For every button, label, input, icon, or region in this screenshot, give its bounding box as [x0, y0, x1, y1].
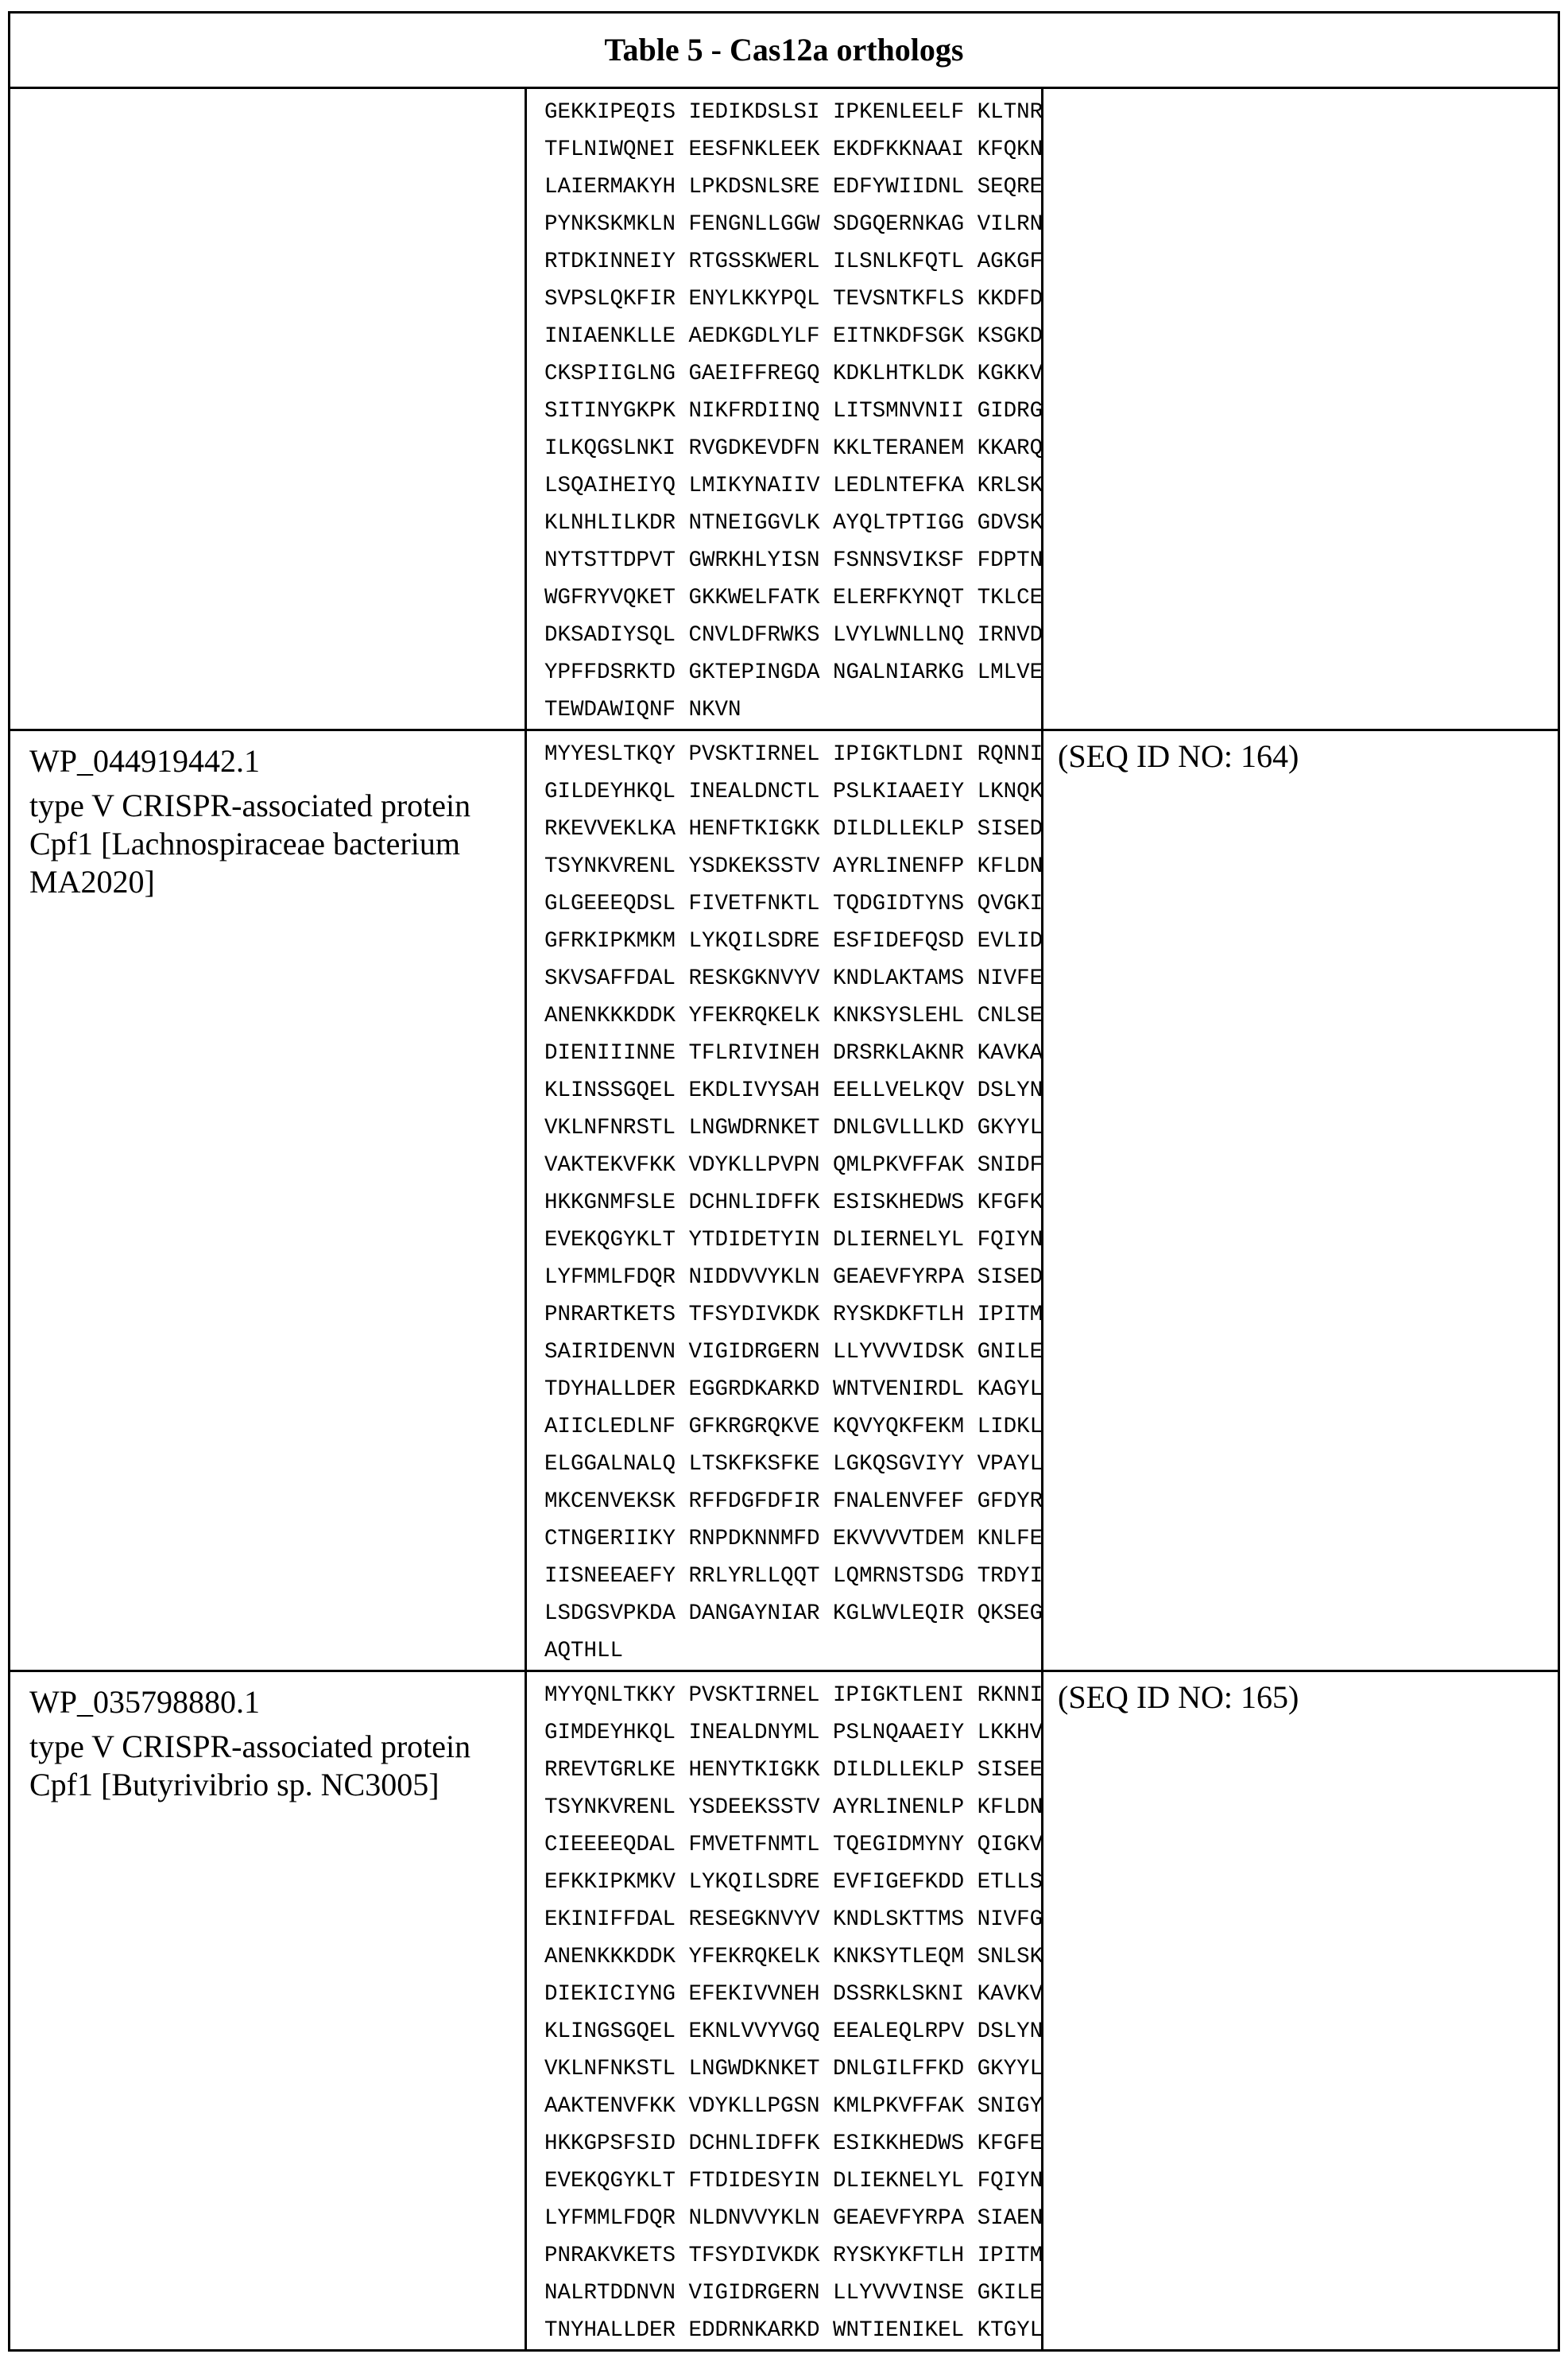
table-title-row [10, 13, 1559, 88]
sequence-line: SAIRIDENVN VIGIDRGERN LLYVVVIDSK GNILE [544, 1334, 1041, 1371]
sequence-line: CKSPIIGLNG GAEIFFREGQ KDKLHTKLDK KGKKV [544, 355, 1041, 393]
sequence-line: HKKGNMFSLE DCHNLIDFFK ESISKHEDWS KFGFK [544, 1184, 1041, 1222]
sequence-line: GEKKIPEQIS IEDIKDSLSI IPKENLEELF KLTNR [544, 94, 1041, 131]
sequence-line: GFRKIPKMKM LYKQILSDRE ESFIDEFQSD EVLID [544, 923, 1041, 960]
sequence-line: MKCENVEKSK RFFDGFDFIR FNALENVFEF GFDYR [544, 1483, 1041, 1520]
sequence-line: GIMDEYHKQL INEALDNYML PSLNQAAEIY LKKHV [544, 1714, 1041, 1752]
sequence-line: SKVSAFFDAL RESKGKNVYV KNDLAKTAMS NIVFE [544, 960, 1041, 997]
sequence-line: TSYNKVRENL YSDKEKSSTV AYRLINENFP KFLDN [544, 848, 1041, 885]
sequence-cell [526, 1671, 1043, 2351]
sequence-line: DKSADIYSQL CNVLDFRWKS LVYLWNLLNQ IRNVD [544, 617, 1041, 654]
sequence-line: PNRARTKETS TFSYDIVKDK RYSKDKFTLH IPITM [544, 1296, 1041, 1334]
sequence-line: ELGGALNALQ LTSKFKSFKE LGKQSGVIYY VPAYL [544, 1446, 1041, 1483]
sequence-line: ILKQGSLNKI RVGDKEVDFN KKLTERANEM KKARQ [544, 430, 1041, 467]
seq-id-cell [1043, 88, 1559, 730]
sequence-line: EKINIFFDAL RESEGKNVYV KNDLSKTTMS NIVFG [544, 1901, 1041, 1938]
sequence-line: EFKKIPKMKV LYKQILSDRE EVFIGEFKDD ETLLS [544, 1864, 1041, 1901]
sequence-line: YPFFDSRKTD GKTEPINGDA NGALNIARKG LMLVE [544, 654, 1041, 691]
sequence-line: GLGEEEQDSL FIVETFNKTL TQDGIDTYNS QVGKI [544, 885, 1041, 923]
sequence-line: LAIERMAKYH LPKDSNLSRE EDFYWIIDNL SEQRE [544, 168, 1041, 206]
sequence-line: AQTHLL [544, 1632, 1041, 1670]
sequence-line: ANENKKKDDK YFEKRQKELK KNKSYTLEQM SNLSK [544, 1938, 1041, 1976]
protein-description: type V CRISPR-associated protein Cpf1 [Lachnospiraceae bacterium MA2020] [29, 787, 517, 901]
sequence-line: PNRAKVKETS TFSYDIVKDK RYSKYKFTLH IPITM [544, 2237, 1041, 2275]
sequence-line: TEWDAWIQNF NKVN [544, 691, 1041, 729]
cas12a-orthologs-table [8, 11, 1560, 2352]
sequence-line: LYFMMLFDQR NLDNVVYKLN GEAEVFYRPA SIAEN [544, 2200, 1041, 2237]
table-row [10, 88, 1559, 730]
sequence-line: NALRTDDNVN VIGIDRGERN LLYVVVINSE GKILE [544, 2275, 1041, 2312]
sequence-line: VAKTEKVFKK VDYKLLPVPN QMLPKVFFAK SNIDF [544, 1147, 1041, 1184]
sequence-line: TDYHALLDER EGGRDKARKD WNTVENIRDL KAGYL [544, 1371, 1041, 1408]
sequence-line: VKLNFNKSTL LNGWDKNKET DNLGILFFKD GKYYL [544, 2050, 1041, 2088]
sequence-line: NYTSTTDPVT GWRKHLYISN FSNNSVIKSF FDPTN [544, 542, 1041, 579]
sequence-line: DIEKICIYNG EFEKIVVNEH DSSRKLSKNI KAVKV [544, 1976, 1041, 2013]
sequence-line: SITINYGKPK NIKFRDIINQ LITSMNVNII GIDRG [544, 393, 1041, 430]
ortholog-name-cell [10, 1671, 526, 2351]
sequence-line: TNYHALLDER EDDRNKARKD WNTIENIKEL KTGYL [544, 2312, 1041, 2349]
sequence-line: HKKGPSFSID DCHNLIDFFK ESIKKHEDWS KFGFE [544, 2125, 1041, 2162]
sequence-line: IISNEEAEFY RRLYRLLQQT LQMRNSTSDG TRDYI [544, 1558, 1041, 1595]
accession-number: WP_044919442.1 [29, 741, 517, 782]
sequence-line: LSQAIHEIYQ LMIKYNAIIV LEDLNTEFKA KRLSK [544, 467, 1041, 505]
sequence-line: RKEVVEKLKA HENFTKIGKK DILDLLEKLP SISED [544, 811, 1041, 848]
sequence-line: EVEKQGYKLT FTDIDESYIN DLIEKNELYL FQIYN [544, 2162, 1041, 2200]
accession-number: WP_035798880.1 [29, 1682, 517, 1723]
sequence-line: TFLNIWQNEI EESFNKLEEK EKDFKKNAAI KFQKN [544, 131, 1041, 168]
sequence-cell [526, 730, 1043, 1671]
sequence-line: CTNGERIIKY RNPDKNNMFD EKVVVVTDEM KNLFE [544, 1520, 1041, 1558]
sequence-line: KLNHLILKDR NTNEIGGVLK AYQLTPTIGG GDVSK [544, 505, 1041, 542]
table-row [10, 1671, 1559, 2351]
sequence-line: KLINSSGQEL EKDLIVYSAH EELLVELKQV DSLYN [544, 1072, 1041, 1109]
seq-id-cell: (SEQ ID NO: 164) [1043, 730, 1559, 1671]
protein-description: type V CRISPR-associated protein Cpf1 [Butyrivibrio sp. NC3005] [29, 1728, 517, 1804]
sequence-line: PYNKSKMKLN FENGNLLGGW SDGQERNKAG VILRN [544, 206, 1041, 243]
sequence-line: SVPSLQKFIR ENYLKKYPQL TEVSNTKFLS KKDFD [544, 281, 1041, 318]
sequence-cell [526, 88, 1043, 730]
table-title: Table 5 - Cas12a orthologs [10, 13, 1559, 88]
sequence-line: TSYNKVRENL YSDEEKSSTV AYRLINENLP KFLDN [544, 1789, 1041, 1826]
sequence-line: AAKTENVFKK VDYKLLPGSN KMLPKVFFAK SNIGY [544, 2088, 1041, 2125]
sequence-line: MYYQNLTKKY PVSKTIRNEL IPIGKTLENI RKNNI [544, 1677, 1041, 1714]
sequence-line: DIENIIINNE TFLRIVINEH DRSRKLAKNR KAVKA [544, 1035, 1041, 1072]
sequence-line: ANENKKKDDK YFEKRQKELK KNKSYSLEHL CNLSE [544, 997, 1041, 1035]
sequence-line: CIEEEEQDAL FMVETFNMTL TQEGIDMYNY QIGKV [544, 1826, 1041, 1864]
sequence-line: EVEKQGYKLT YTDIDETYIN DLIERNELYL FQIYN [544, 1222, 1041, 1259]
sequence-line: RREVTGRLKE HENYTKIGKK DILDLLEKLP SISEE [544, 1752, 1041, 1789]
sequence-line: GILDEYHKQL INEALDNCTL PSLKIAAEIY LKNQK [544, 773, 1041, 811]
sequence-line: LSDGSVPKDA DANGAYNIAR KGLWVLEQIR QKSEG [544, 1595, 1041, 1632]
sequence-line: RTDKINNEIY RTGSSKWERL ILSNLKFQTL AGKGF [544, 243, 1041, 281]
seq-id-cell: (SEQ ID NO: 165) [1043, 1671, 1559, 2351]
ortholog-name-cell [10, 730, 526, 1671]
sequence-line: INIAENKLLE AEDKGDLYLF EITNKDFSGK KSGKD [544, 318, 1041, 355]
sequence-line: WGFRYVQKET GKKWELFATK ELERFKYNQT TKLCE [544, 579, 1041, 617]
ortholog-name-cell [10, 88, 526, 730]
sequence-line: KLINGSGQEL EKNLVVYVGQ EEALEQLRPV DSLYN [544, 2013, 1041, 2050]
sequence-line: MYYESLTKQY PVSKTIRNEL IPIGKTLDNI RQNNI [544, 736, 1041, 773]
table-row [10, 730, 1559, 1671]
sequence-line: VKLNFNRSTL LNGWDRNKET DNLGVLLLKD GKYYL [544, 1109, 1041, 1147]
sequence-line: AIICLEDLNF GFKRGRQKVE KQVYQKFEKM LIDKL [544, 1408, 1041, 1446]
sequence-line: LYFMMLFDQR NIDDVVYKLN GEAEVFYRPA SISED [544, 1259, 1041, 1296]
